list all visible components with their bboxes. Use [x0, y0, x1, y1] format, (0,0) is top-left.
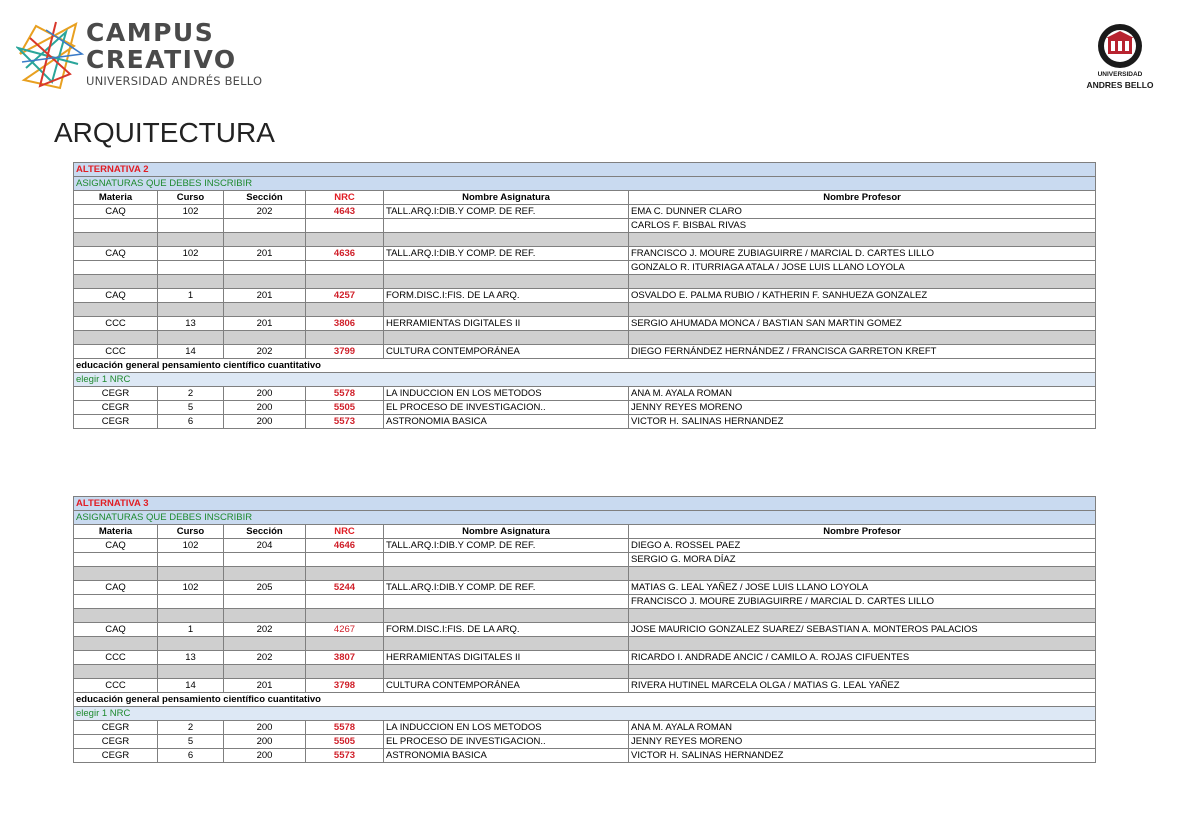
column-header-nombre-asignatura: Nombre Asignatura	[384, 525, 629, 539]
table-row	[74, 539, 1096, 553]
cell-seccion: 202	[224, 623, 306, 637]
unab-logo-line-1: UNIVERSIDAD	[1097, 71, 1143, 78]
cell-profesor: MATIAS G. LEAL YAÑEZ / JOSE LUIS LLANO LOYOLA	[629, 581, 1096, 595]
separator-cell	[629, 303, 1096, 317]
separator-cell	[74, 331, 158, 345]
cell-materia: CEGR	[74, 415, 158, 429]
cell-curso: 5	[158, 735, 224, 749]
table-row	[74, 581, 1096, 595]
cell-profesor: VICTOR H. SALINAS HERNANDEZ	[629, 415, 1096, 429]
subtitle: ASIGNATURAS QUE DEBES INSCRIBIR	[74, 177, 1096, 191]
cell-nrc: 4636	[306, 247, 384, 261]
alternative-title-row	[74, 497, 1096, 511]
cell-asignatura: LA INDUCCION EN LOS METODOS	[384, 387, 629, 401]
cell-materia: CEGR	[74, 401, 158, 415]
cell-materia: CEGR	[74, 387, 158, 401]
cell-seccion: 202	[224, 205, 306, 219]
cell-curso	[158, 595, 224, 609]
cell-profesor: ANA M. AYALA ROMAN	[629, 721, 1096, 735]
cell-asignatura: ASTRONOMIA BASICA	[384, 415, 629, 429]
separator-cell	[306, 331, 384, 345]
page-title: ARQUITECTURA	[54, 117, 275, 148]
separator-cell	[384, 637, 629, 651]
separator-cell	[306, 609, 384, 623]
cell-asignatura: HERRAMIENTAS DIGITALES II	[384, 651, 629, 665]
cell-nrc: 4267	[306, 623, 384, 637]
cell-materia: CAQ	[74, 581, 158, 595]
cell-materia	[74, 595, 158, 609]
separator-cell	[74, 567, 158, 581]
cell-curso	[158, 219, 224, 233]
table-row	[74, 219, 1096, 233]
separator-cell	[384, 275, 629, 289]
column-header-nrc: NRC	[306, 525, 384, 539]
separator-row	[74, 233, 1096, 247]
cell-asignatura: TALL.ARQ.I:DIB.Y COMP. DE REF.	[384, 247, 629, 261]
cell-curso: 102	[158, 581, 224, 595]
cell-profesor: RICARDO I. ANDRADE ANCIC / CAMILO A. ROJAS CIFUENTES	[629, 651, 1096, 665]
cell-asignatura: CULTURA CONTEMPORÁNEA	[384, 345, 629, 359]
edu-general-label: educación general pensamiento científico cuantitativo	[74, 693, 1096, 707]
elegir-row	[74, 707, 1096, 721]
cell-profesor: DIEGO A. ROSSEL PAEZ	[629, 539, 1096, 553]
cell-profesor: VICTOR H. SALINAS HERNANDEZ	[629, 749, 1096, 763]
cell-nrc: 5505	[306, 401, 384, 415]
separator-cell	[158, 275, 224, 289]
elective-row	[74, 415, 1096, 429]
cell-asignatura: EL PROCESO DE INVESTIGACION..	[384, 735, 629, 749]
separator-row	[74, 275, 1096, 289]
separator-cell	[629, 665, 1096, 679]
cell-profesor: EMA C. DUNNER CLARO	[629, 205, 1096, 219]
elective-row	[74, 401, 1096, 415]
cell-curso	[158, 553, 224, 567]
cell-seccion: 200	[224, 749, 306, 763]
cell-seccion: 200	[224, 721, 306, 735]
table-row	[74, 289, 1096, 303]
separator-cell	[74, 233, 158, 247]
column-header-materia: Materia	[74, 525, 158, 539]
cell-asignatura: ASTRONOMIA BASICA	[384, 749, 629, 763]
separator-row	[74, 303, 1096, 317]
cell-seccion: 201	[224, 247, 306, 261]
elective-row	[74, 749, 1096, 763]
cell-materia: CCC	[74, 679, 158, 693]
brand-line-2: CREATIVO	[86, 45, 237, 74]
unab-seal-icon	[1086, 22, 1154, 70]
cell-curso: 1	[158, 289, 224, 303]
cell-asignatura: EL PROCESO DE INVESTIGACION..	[384, 401, 629, 415]
separator-cell	[158, 637, 224, 651]
elective-row	[74, 735, 1096, 749]
cell-curso: 2	[158, 387, 224, 401]
cell-asignatura: FORM.DISC.I:FIS. DE LA ARQ.	[384, 623, 629, 637]
brand-line-1: CAMPUS	[86, 18, 215, 47]
cell-asignatura: CULTURA CONTEMPORÁNEA	[384, 679, 629, 693]
subtitle-row	[74, 177, 1096, 191]
subtitle-row	[74, 511, 1096, 525]
subtitle: ASIGNATURAS QUE DEBES INSCRIBIR	[74, 511, 1096, 525]
separator-cell	[158, 609, 224, 623]
cell-materia	[74, 219, 158, 233]
separator-cell	[158, 233, 224, 247]
separator-row	[74, 567, 1096, 581]
separator-cell	[306, 275, 384, 289]
schedule-table	[73, 162, 1096, 429]
separator-cell	[158, 665, 224, 679]
alternative-title: ALTERNATIVA 2	[74, 163, 1096, 177]
cell-profesor: ANA M. AYALA ROMAN	[629, 387, 1096, 401]
cell-seccion: 200	[224, 387, 306, 401]
cell-seccion: 204	[224, 539, 306, 553]
separator-cell	[306, 233, 384, 247]
cell-profesor: FRANCISCO J. MOURE ZUBIAGUIRRE / MARCIAL D. CARTES LILLO	[629, 595, 1096, 609]
table-row	[74, 553, 1096, 567]
cell-curso: 14	[158, 345, 224, 359]
cell-curso: 1	[158, 623, 224, 637]
cell-asignatura	[384, 595, 629, 609]
separator-cell	[629, 331, 1096, 345]
separator-cell	[158, 567, 224, 581]
elective-row	[74, 387, 1096, 401]
cell-nrc: 3798	[306, 679, 384, 693]
cell-asignatura: HERRAMIENTAS DIGITALES II	[384, 317, 629, 331]
cell-curso: 5	[158, 401, 224, 415]
cell-seccion: 200	[224, 415, 306, 429]
cell-curso: 102	[158, 205, 224, 219]
separator-cell	[74, 303, 158, 317]
cell-seccion	[224, 219, 306, 233]
separator-cell	[224, 567, 306, 581]
cell-curso: 102	[158, 539, 224, 553]
table-row	[74, 679, 1096, 693]
separator-cell	[74, 609, 158, 623]
cell-nrc: 5578	[306, 387, 384, 401]
column-header-nrc: NRC	[306, 191, 384, 205]
table-row	[74, 651, 1096, 665]
separator-cell	[224, 303, 306, 317]
cell-asignatura: FORM.DISC.I:FIS. DE LA ARQ.	[384, 289, 629, 303]
separator-cell	[629, 233, 1096, 247]
cell-seccion: 201	[224, 317, 306, 331]
cell-asignatura	[384, 219, 629, 233]
cell-materia: CAQ	[74, 289, 158, 303]
cell-materia: CEGR	[74, 721, 158, 735]
separator-cell	[158, 331, 224, 345]
cell-seccion	[224, 595, 306, 609]
cell-materia: CCC	[74, 345, 158, 359]
table-row	[74, 247, 1096, 261]
separator-cell	[384, 233, 629, 247]
cell-nrc: 4646	[306, 539, 384, 553]
cell-asignatura	[384, 553, 629, 567]
cell-seccion: 202	[224, 651, 306, 665]
cell-curso: 2	[158, 721, 224, 735]
table-row	[74, 345, 1096, 359]
cell-profesor: JENNY REYES MORENO	[629, 401, 1096, 415]
campus-creativo-star-icon	[16, 18, 86, 92]
column-header-materia: Materia	[74, 191, 158, 205]
cell-profesor: SERGIO AHUMADA MONCA / BASTIAN SAN MARTIN GOMEZ	[629, 317, 1096, 331]
separator-cell	[306, 303, 384, 317]
cell-seccion	[224, 261, 306, 275]
cell-nrc: 3806	[306, 317, 384, 331]
alternative-block-2	[73, 162, 1095, 429]
header-row	[74, 525, 1096, 539]
alternative-title-row	[74, 163, 1096, 177]
cell-nrc: 5505	[306, 735, 384, 749]
edu-general-label: educación general pensamiento científico cuantitativo	[74, 359, 1096, 373]
cell-nrc: 5573	[306, 415, 384, 429]
cell-materia: CAQ	[74, 539, 158, 553]
cell-profesor: JENNY REYES MORENO	[629, 735, 1096, 749]
cell-seccion: 200	[224, 735, 306, 749]
separator-cell	[224, 665, 306, 679]
cell-curso: 13	[158, 317, 224, 331]
schedule-table	[73, 496, 1096, 763]
elegir-label: elegir 1 NRC	[74, 373, 1096, 387]
cell-nrc	[306, 595, 384, 609]
cell-nrc: 4257	[306, 289, 384, 303]
cell-profesor: RIVERA HUTINEL MARCELA OLGA / MATIAS G. LEAL YAÑEZ	[629, 679, 1096, 693]
separator-cell	[629, 567, 1096, 581]
header-row	[74, 191, 1096, 205]
column-header-seccion: Sección	[224, 525, 306, 539]
cell-materia: CEGR	[74, 749, 158, 763]
cell-materia: CCC	[74, 317, 158, 331]
cell-profesor: OSVALDO E. PALMA RUBIO / KATHERIN F. SANHUEZA GONZALEZ	[629, 289, 1096, 303]
table-row	[74, 595, 1096, 609]
separator-cell	[224, 609, 306, 623]
separator-cell	[629, 275, 1096, 289]
cell-profesor: CARLOS F. BISBAL RIVAS	[629, 219, 1096, 233]
cell-curso	[158, 261, 224, 275]
separator-cell	[306, 665, 384, 679]
table-row	[74, 623, 1096, 637]
separator-cell	[74, 665, 158, 679]
table-row	[74, 261, 1096, 275]
cell-seccion	[224, 553, 306, 567]
cell-nrc: 3807	[306, 651, 384, 665]
separator-cell	[224, 637, 306, 651]
cell-seccion: 202	[224, 345, 306, 359]
edu-general-row	[74, 359, 1096, 373]
unab-logo	[1086, 22, 1156, 94]
cell-profesor: DIEGO FERNÁNDEZ HERNÁNDEZ / FRANCISCA GARRETON KREFT	[629, 345, 1096, 359]
column-header-curso: Curso	[158, 191, 224, 205]
edu-general-row	[74, 693, 1096, 707]
cell-nrc: 5578	[306, 721, 384, 735]
separator-cell	[384, 609, 629, 623]
cell-curso: 102	[158, 247, 224, 261]
column-header-seccion: Sección	[224, 191, 306, 205]
cell-nrc: 5573	[306, 749, 384, 763]
cell-curso: 13	[158, 651, 224, 665]
cell-seccion: 200	[224, 401, 306, 415]
separator-cell	[629, 637, 1096, 651]
separator-cell	[158, 303, 224, 317]
cell-materia: CAQ	[74, 623, 158, 637]
brand-line-3: UNIVERSIDAD ANDRÉS BELLO	[86, 74, 263, 88]
cell-profesor: JOSE MAURICIO GONZALEZ SUAREZ/ SEBASTIAN A. MONTEROS PALACIOS	[629, 623, 1096, 637]
separator-cell	[629, 609, 1096, 623]
separator-cell	[384, 331, 629, 345]
cell-nrc	[306, 553, 384, 567]
cell-nrc	[306, 261, 384, 275]
column-header-nombre-profesor: Nombre Profesor	[629, 525, 1096, 539]
cell-asignatura: TALL.ARQ.I:DIB.Y COMP. DE REF.	[384, 205, 629, 219]
elective-row	[74, 721, 1096, 735]
separator-cell	[74, 637, 158, 651]
cell-curso: 6	[158, 415, 224, 429]
table-row	[74, 205, 1096, 219]
separator-cell	[384, 303, 629, 317]
column-header-nombre-asignatura: Nombre Asignatura	[384, 191, 629, 205]
separator-cell	[224, 275, 306, 289]
column-header-curso: Curso	[158, 525, 224, 539]
cell-asignatura	[384, 261, 629, 275]
cell-nrc	[306, 219, 384, 233]
cell-nrc: 4643	[306, 205, 384, 219]
separator-cell	[306, 637, 384, 651]
unab-logo-line-2: ANDRES BELLO	[1086, 80, 1154, 90]
cell-seccion: 201	[224, 289, 306, 303]
cell-materia	[74, 261, 158, 275]
separator-row	[74, 609, 1096, 623]
separator-row	[74, 331, 1096, 345]
separator-cell	[224, 331, 306, 345]
cell-materia	[74, 553, 158, 567]
cell-seccion: 201	[224, 679, 306, 693]
cell-materia: CAQ	[74, 205, 158, 219]
cell-nrc: 3799	[306, 345, 384, 359]
alternative-block-3	[73, 496, 1095, 763]
cell-materia: CEGR	[74, 735, 158, 749]
cell-materia: CAQ	[74, 247, 158, 261]
cell-profesor: SERGIO G. MORA DÍAZ	[629, 553, 1096, 567]
cell-curso: 6	[158, 749, 224, 763]
separator-row	[74, 637, 1096, 651]
separator-cell	[74, 275, 158, 289]
table-row	[74, 317, 1096, 331]
cell-seccion: 205	[224, 581, 306, 595]
cell-asignatura: TALL.ARQ.I:DIB.Y COMP. DE REF.	[384, 539, 629, 553]
separator-cell	[224, 233, 306, 247]
elegir-row	[74, 373, 1096, 387]
separator-cell	[306, 567, 384, 581]
alternative-title: ALTERNATIVA 3	[74, 497, 1096, 511]
cell-profesor: GONZALO R. ITURRIAGA ATALA / JOSE LUIS LLANO LOYOLA	[629, 261, 1096, 275]
cell-asignatura: LA INDUCCION EN LOS METODOS	[384, 721, 629, 735]
elegir-label: elegir 1 NRC	[74, 707, 1096, 721]
cell-materia: CCC	[74, 651, 158, 665]
column-header-nombre-profesor: Nombre Profesor	[629, 191, 1096, 205]
cell-curso: 14	[158, 679, 224, 693]
cell-nrc: 5244	[306, 581, 384, 595]
separator-cell	[384, 567, 629, 581]
cell-profesor: FRANCISCO J. MOURE ZUBIAGUIRRE / MARCIAL D. CARTES LILLO	[629, 247, 1096, 261]
separator-row	[74, 665, 1096, 679]
separator-cell	[384, 665, 629, 679]
cell-asignatura: TALL.ARQ.I:DIB.Y COMP. DE REF.	[384, 581, 629, 595]
